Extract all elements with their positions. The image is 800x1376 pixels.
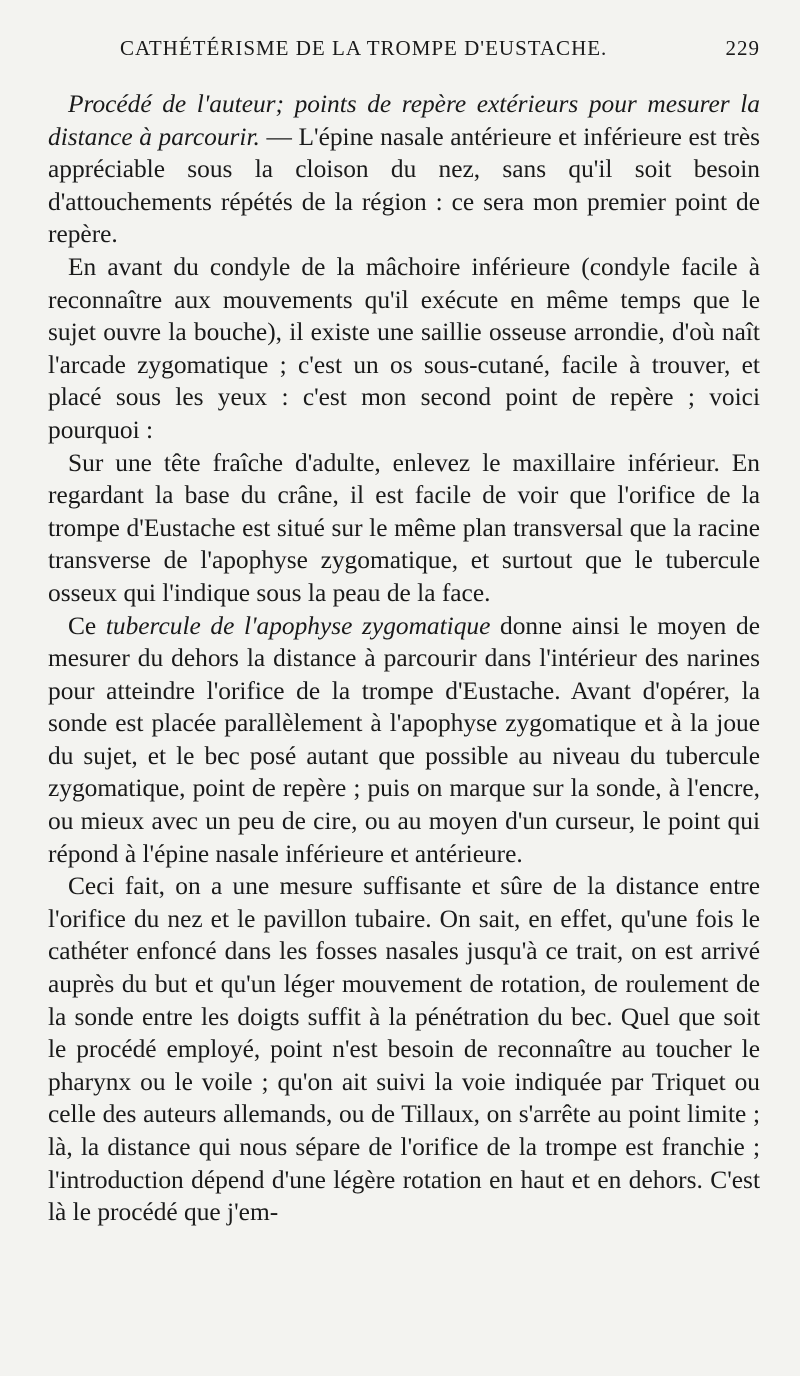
- paragraph-text: En avant du condyle de la mâchoire inférieure (condyle facile à reconnaître aux mouvements qu'il exécute en même temps que le sujet ouvre la bouche), il existe une saillie osseuse arrondie, d'où naît l'arcade zygomatique ; c'est un os sous-cutané, facile à trouver, et placé sous les yeux : c'est mon second point de repère ; voici pourquoi :: [48, 252, 760, 444]
- page-number: 229: [725, 36, 760, 60]
- paragraph-4: [48, 610, 760, 871]
- page-header: [48, 36, 760, 72]
- paragraph-text: — L'épine nasale antérieure et inférieure est très appréciable sous la cloison du nez, sans qu'il soit besoin d'attouchements répétés de la région : ce sera mon premier point de repère.: [48, 122, 761, 249]
- paragraph-text: Ce: [68, 611, 106, 640]
- paragraph-3: [48, 447, 760, 610]
- paragraph-text: donne ainsi le moyen de mesurer du dehors la distance à parcourir dans l'intérieur des narines pour atteindre l'orifice de la trompe d'Eustache. Avant d'opérer, la sonde est placée parallèlement à l'apophyse zygomatique et à la joue du sujet, et le bec posé autant que possible au niveau du tubercule zygomatique, point de repère ; puis on marque sur la sonde, à l'encre, ou mieux avec un peu de cire, ou au moyen d'un curseur, le point qui répond à l'épine nasale inférieure et antérieure.: [48, 611, 760, 868]
- paragraph-2: [48, 251, 760, 447]
- paragraph-1: [48, 88, 760, 251]
- paragraph-text: Ceci fait, on a une mesure suffisante et sûre de la distance entre l'orifice du nez et le pavillon tubaire. On sait, en effet, qu'une fois le cathéter enfoncé dans les fosses nasales jusqu'à ce trait, on est arrivé auprès du but et qu'un léger mouvement de rotation, de roulement de la sonde entre les doigts suffit à la pénétration du bec. Quel que soit le procédé employé, point n'est besoin de reconnaître au toucher le pharynx ou le voile ; qu'on ait suivi la voie indiquée par Triquet ou celle des auteurs allemands, ou de Tillaux, on s'arrête au point limite ; là, la distance qui nous sépare de l'orifice de la trompe est franchie ; l'introduction dépend d'une légère rotation en haut et en dehors. C'est là le procédé que j'em-: [48, 872, 760, 1227]
- paragraph-5: [48, 870, 760, 1229]
- italic-lead: Procédé de l'auteur; points de repère extérieurs pour mesurer la distance à parcourir.: [48, 90, 760, 151]
- running-title: CATHÉTÉRISME DE LA TROMPE D'EUSTACHE.: [120, 36, 608, 60]
- body-text: [48, 88, 760, 1229]
- paragraph-text: Sur une tête fraîche d'adulte, enlevez le maxillaire inférieur. En regardant la base du crâne, il est facile de voir que l'orifice de la trompe d'Eustache est situé sur le même plan transversal que la racine transverse de l'apophyse zygomatique, et surtout que le tubercule osseux qui l'indique sous la peau de la face.: [48, 448, 760, 607]
- italic-term: tubercule de l'apophyse zygomatique: [105, 611, 491, 640]
